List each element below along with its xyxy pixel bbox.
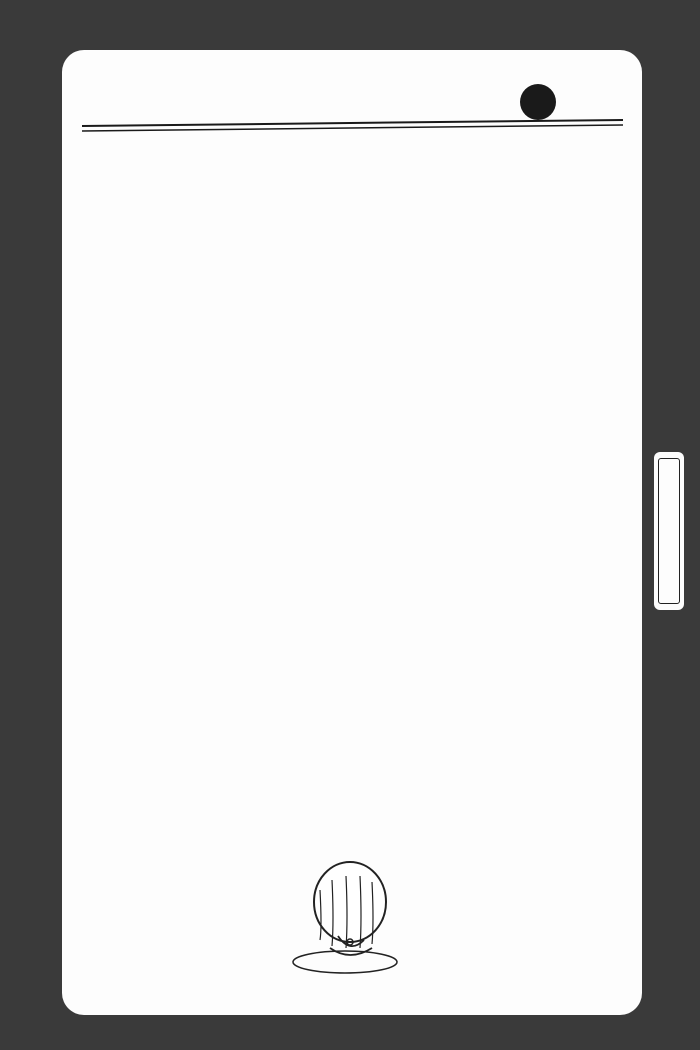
side-tab-frame <box>658 458 680 604</box>
title-block <box>80 78 625 138</box>
chibi-drawing-icon <box>290 850 440 975</box>
side-tab <box>654 452 684 610</box>
title-underline <box>80 118 625 138</box>
left-ruler <box>0 0 50 1050</box>
chapter-number-badge <box>520 84 556 120</box>
top-ruler <box>0 0 700 40</box>
